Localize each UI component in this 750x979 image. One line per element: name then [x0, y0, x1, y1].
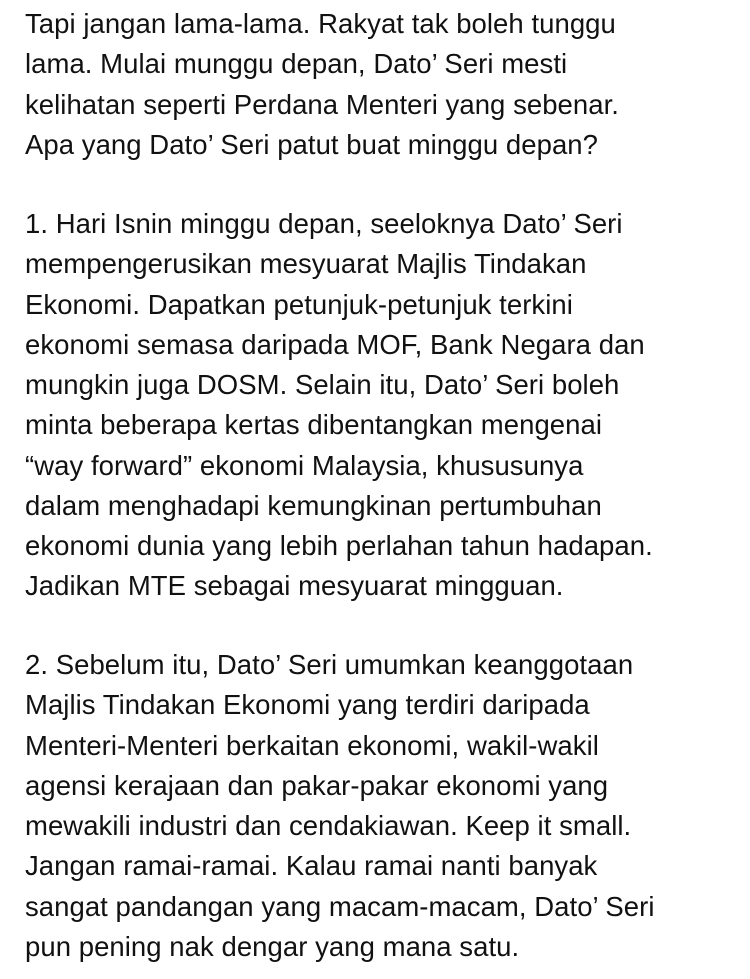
text-line: pun pening nak dengar yang mana satu.: [25, 930, 520, 962]
text-line: Jangan ramai-ramai. Kalau ramai nanti banyak: [25, 850, 598, 882]
text-line: mempengerusikan mesyuarat Majlis Tindakan: [25, 248, 587, 280]
text-line: Tapi jangan lama-lama. Rakyat tak boleh tunggu: [25, 8, 616, 39]
text-line: Jadikan MTE sebagai mesyuarat mingguan.: [25, 570, 564, 602]
text-line: ekonomi semasa daripada MOF, Bank Negara dan: [25, 328, 645, 360]
paragraph-point-1: [25, 204, 653, 607]
paragraph-intro: [25, 4, 619, 165]
text-line: “way forward” ekonomi Malaysia, khususunya: [25, 449, 584, 481]
text-line: lama. Mulai munggu depan, Dato’ Seri mesti: [25, 48, 568, 80]
text-line: Menteri-Menteri berkaitan ekonomi, wakil-wakil: [25, 729, 599, 761]
text-line: mewakili industri dan cendakiawan. Keep it small.: [25, 810, 632, 841]
text-line: dalam menghadapi kemungkinan pertumbuhan: [25, 489, 602, 521]
paragraph-point-2: [25, 645, 655, 967]
text-line: 1. Hari Isnin minggu depan, seeloknya Dato’ Seri: [25, 208, 623, 239]
text-line: minta beberapa kertas dibentangkan mengenai: [25, 409, 602, 441]
text-line: kelihatan seperti Perdana Menteri yang sebenar.: [25, 88, 619, 120]
text-line: 2. Sebelum itu, Dato’ Seri umumkan keanggotaan: [25, 649, 634, 680]
text-line: mungkin juga DOSM. Selain itu, Dato’ Seri boleh: [25, 369, 620, 400]
text-line: Ekonomi. Dapatkan petunjuk-petunjuk terkini: [25, 288, 573, 320]
text-line: Apa yang Dato’ Seri patut buat minggu depan?: [25, 128, 598, 160]
text-line: Majlis Tindakan Ekonomi yang terdiri daripada: [25, 689, 590, 721]
text-line: sangat pandangan yang macam-macam, Dato’ Seri: [25, 890, 655, 922]
text-line: agensi kerajaan dan pakar-pakar ekonomi yang: [25, 769, 609, 801]
text-line: ekonomi dunia yang lebih perlahan tahun hadapan.: [25, 530, 653, 561]
